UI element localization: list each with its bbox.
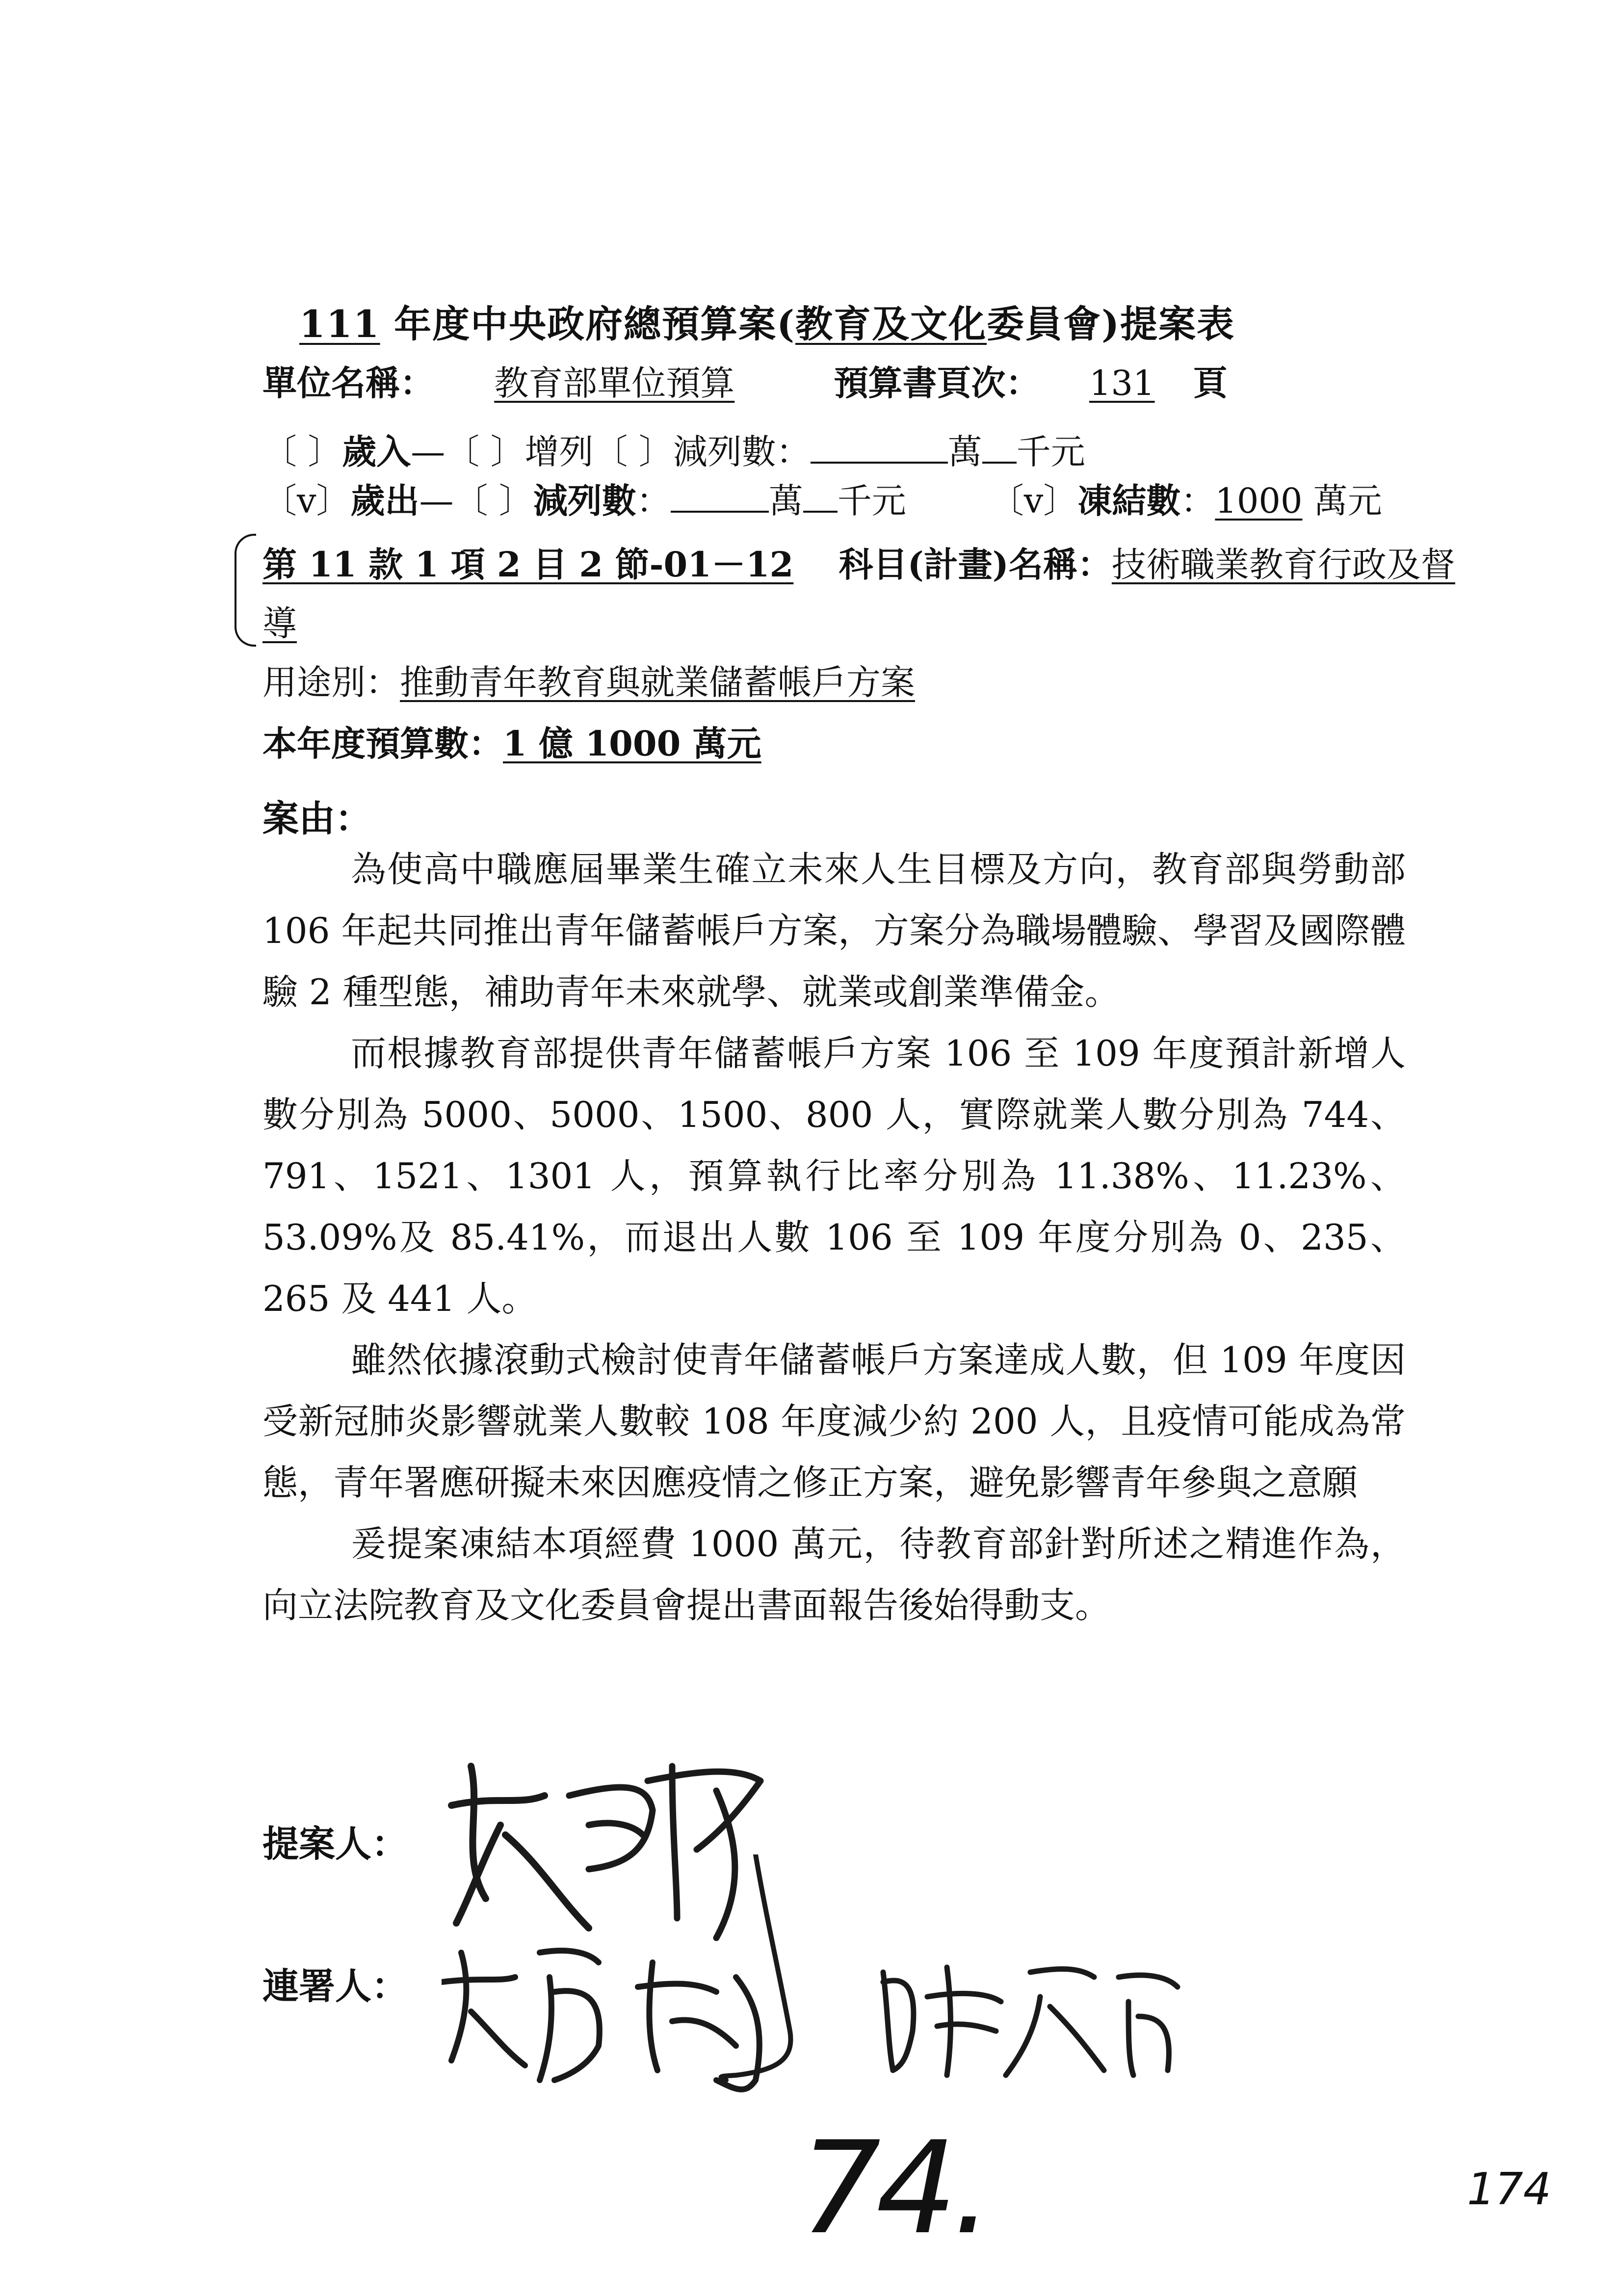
unit-row [262,356,1228,405]
subject-name-value-cont: 導 [262,603,297,644]
reason-paragraph-3: 雖然依據滾動式檢討使青年儲蓄帳戶方案達成人數，但 109 年度因受新冠肺炎影響就業人數較 108 年度減少約 200 人，且疫情可能成為常態，青年署應研擬未來因應疫情之修正方案，避免影響青年參與之意願 [262,1339,1406,1503]
unit-value: 教育部單位預算 [494,363,735,403]
unit-label: 單位名稱： [262,363,434,403]
title-part-a: 年度中央政府總預算案( [380,302,796,346]
expense-checkbox: 〔v〕 [262,481,351,521]
revenue-label: 歲入 [342,431,411,472]
title-part-b: 委員會)提案表 [987,302,1235,346]
handwritten-page-number: 174 [1467,2164,1551,2215]
committee-name: 教育及文化 [795,302,987,346]
cosigner-signature-2 [873,1953,1187,2080]
expense-row [262,473,1382,523]
subject-bracket [235,534,256,647]
page-unit: 頁 [1193,363,1228,403]
subject-code: 第 11 款 1 項 2 目 2 節-01－12 [262,544,794,585]
signature-flourish [716,1854,824,2110]
revenue-row [262,424,1085,474]
revenue-qian-blank [982,432,1017,464]
expense-label: 歲出 [350,480,419,521]
reason-paragraph-2: 而根據教育部提供青年儲蓄帳戶方案 106 至 109 年度預計新增人數分別為 5000、5000、1500、800 人，實際就業人數分別為 744、791、1521、1301 人，預算執行比率分別為 11.38%、11.23%、53.09%及 85.41%，而退出人數 106 至 109 年度分別為 0、235、265 及 441 人。 [262,1033,1406,1319]
usage-value: 推動青年教育與就業儲蓄帳戶方案 [400,662,915,703]
freeze-unit: 萬元 [1302,481,1382,521]
expense-qian-blank [803,481,838,513]
page-label: 預算書頁次： [834,363,1040,403]
revenue-add-cut: 〔 〕增列〔 〕減列數： [445,432,811,472]
freeze-checkbox: 〔v〕 [989,481,1078,521]
page-value: 131 [1089,363,1155,403]
subject-row [262,537,1455,587]
freeze-label: 凍結數 [1077,480,1181,521]
handwritten-item-number: 74. [800,2114,988,2263]
cosigner-label: 連署人： [262,1965,408,2008]
expense-wan: 萬 [768,481,803,521]
subject-row-continued [262,596,375,646]
reason-paragraph-4: 爰提案凍結本項經費 1000 萬元，待教育部針對所述之精進作為，向立法院教育及文化委員會提出書面報告後始得動支。 [262,1523,1406,1626]
budget-value: 1 億 1000 萬元 [503,723,761,764]
revenue-wan: 萬 [947,432,982,472]
expense-cut-label: 減列數 [533,480,636,521]
freeze-colon: ： [1180,481,1215,521]
freeze-value: 1000 [1215,481,1303,521]
revenue-wan-blank [811,432,948,464]
budget-row [262,716,761,766]
expense-qian: 千元 [837,481,906,521]
revenue-dash: — [411,432,445,472]
proposer-label: 提案人： [262,1823,408,1865]
reason-paragraph-1: 為使高中職應屆畢業生確立未來人生目標及方向，教育部與勞動部 106 年起共同推出青年儲蓄帳戶方案，方案分為職場體驗、學習及國際體驗 2 種型態，補助青年未來就學、就業或創業準備金。 [262,849,1406,1013]
budget-label: 本年度預算數： [262,723,503,764]
reason-body [262,839,1406,1636]
fiscal-year: 111 [299,302,380,346]
expense-wan-blank [671,481,769,513]
revenue-qian: 千元 [1016,432,1085,472]
form-title [299,294,1235,348]
reason-label: 案由： [262,798,371,840]
usage-row [262,655,915,704]
expense-dash: —〔 〕 [419,481,533,521]
subject-name-value: 技術職業教育行政及督 [1111,545,1455,585]
subject-name-label: 科目(計畫)名稱： [838,544,1112,585]
expense-colon: ： [636,481,671,521]
usage-label: 用途別： [262,662,400,703]
revenue-checkbox: 〔 〕 [262,432,342,472]
